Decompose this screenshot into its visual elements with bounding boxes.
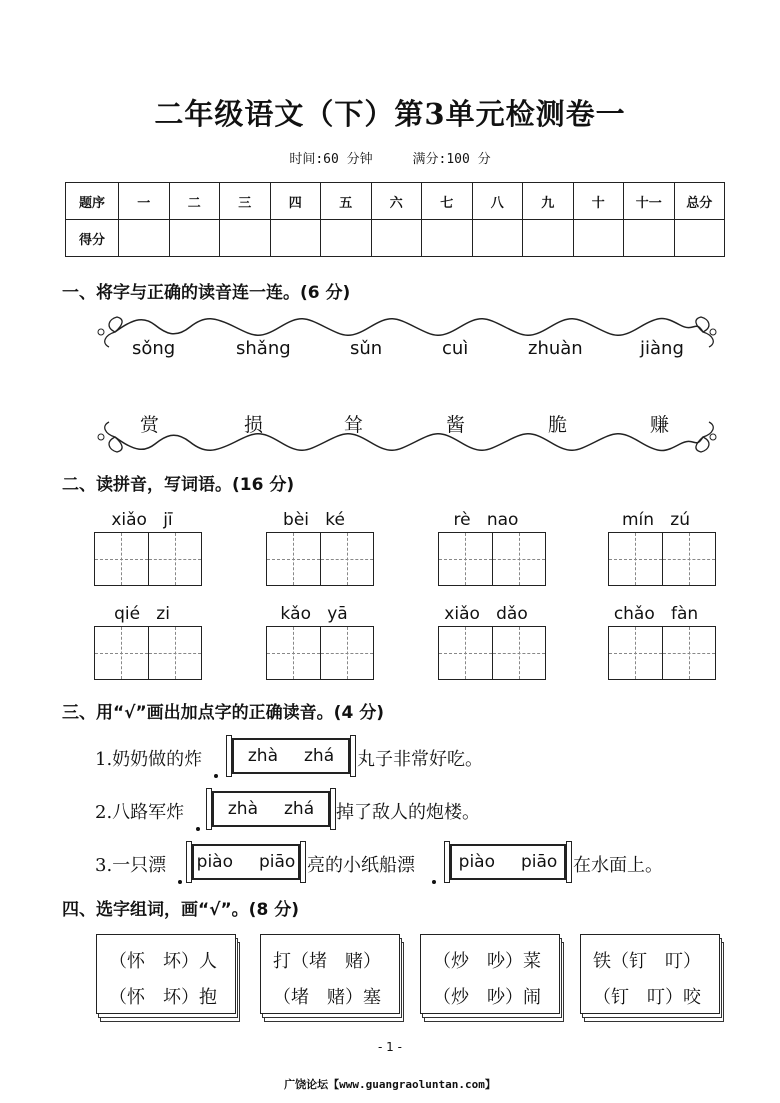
col-head: 四 bbox=[270, 183, 321, 220]
word-choice[interactable]: （怀 坏）人 bbox=[109, 951, 217, 972]
score-cell[interactable] bbox=[422, 220, 473, 257]
score-cell[interactable] bbox=[220, 220, 271, 257]
char-option[interactable]: 耸 bbox=[344, 414, 364, 436]
char-option[interactable]: 赚 bbox=[650, 414, 670, 436]
exam-full-score: 满分:100 分 bbox=[412, 152, 491, 167]
col-head: 七 bbox=[422, 183, 473, 220]
score-cell[interactable] bbox=[321, 220, 372, 257]
writing-grid[interactable] bbox=[94, 532, 202, 586]
reading-option[interactable]: zhà bbox=[227, 799, 258, 819]
grid-cell[interactable] bbox=[148, 627, 202, 679]
reading-choice-box bbox=[450, 844, 566, 880]
grid-cell[interactable] bbox=[95, 627, 148, 679]
writing-grid[interactable] bbox=[608, 532, 716, 586]
writing-grid[interactable] bbox=[266, 532, 374, 586]
col-head: 三 bbox=[220, 183, 271, 220]
writing-grid[interactable] bbox=[608, 626, 716, 680]
col-head: 十 bbox=[573, 183, 624, 220]
score-cell[interactable] bbox=[472, 220, 523, 257]
pinyin-syllable: kǎo bbox=[280, 604, 311, 624]
score-cell[interactable] bbox=[674, 220, 725, 257]
pinyin-option[interactable]: sǒng bbox=[132, 338, 176, 359]
page-number: - 1 - bbox=[378, 1040, 402, 1054]
reading-choice-box bbox=[192, 844, 300, 880]
grid-cell[interactable] bbox=[267, 627, 320, 679]
row-head-score: 得分 bbox=[66, 220, 119, 257]
sentence-2-after: 掉了敌人的炮楼。 bbox=[336, 802, 480, 823]
sentence-3-middle: 亮的小纸船漂 bbox=[307, 855, 415, 876]
writing-grid[interactable] bbox=[438, 532, 546, 586]
pinyin-option[interactable]: cuì bbox=[442, 338, 469, 359]
sentence-3-after: 在水面上。 bbox=[573, 855, 663, 876]
score-table-header-row bbox=[66, 183, 725, 220]
row-head-number: 题序 bbox=[66, 183, 119, 220]
sentence-1-after: 丸子非常好吃。 bbox=[357, 749, 483, 770]
score-cell[interactable] bbox=[270, 220, 321, 257]
reading-choice-box bbox=[212, 791, 330, 827]
sentence-1-before: 1.奶奶做的炸 bbox=[95, 749, 203, 770]
bottom-ornament-banner bbox=[95, 420, 720, 454]
grid-cell[interactable] bbox=[609, 533, 662, 585]
char-option[interactable]: 赏 bbox=[140, 414, 160, 436]
pinyin-option[interactable]: jiàng bbox=[640, 338, 684, 359]
pinyin-syllable: dǎo bbox=[496, 604, 528, 624]
word-choice[interactable]: 铁（钉 叮） bbox=[593, 951, 701, 972]
exam-info bbox=[0, 148, 780, 167]
page-title: 二年级语文（下）第3单元检测卷一 bbox=[154, 97, 626, 131]
reading-option[interactable]: piào bbox=[458, 852, 495, 872]
reading-option[interactable]: piāo bbox=[259, 852, 296, 872]
pinyin-syllable: zi bbox=[156, 604, 170, 624]
score-table-score-row bbox=[66, 220, 725, 257]
reading-option[interactable]: zhá bbox=[284, 799, 315, 819]
score-table bbox=[65, 182, 725, 257]
emphasis-dot bbox=[196, 827, 200, 831]
col-head: 五 bbox=[321, 183, 372, 220]
pinyin-option[interactable]: shǎng bbox=[236, 338, 291, 359]
pinyin-syllable: fàn bbox=[670, 604, 699, 624]
col-head: 六 bbox=[371, 183, 422, 220]
pinyin-syllable: rè bbox=[453, 510, 471, 530]
word-choice[interactable]: （怀 坏）抱 bbox=[109, 987, 217, 1008]
grid-cell[interactable] bbox=[148, 533, 202, 585]
pinyin-option[interactable]: zhuàn bbox=[528, 338, 583, 359]
writing-grid[interactable] bbox=[266, 626, 374, 680]
pinyin-syllable: chǎo bbox=[613, 604, 655, 624]
reading-option[interactable]: zhà bbox=[247, 746, 278, 766]
pinyin-syllable: nao bbox=[486, 510, 519, 530]
emphasis-dot bbox=[432, 880, 436, 884]
word-choice-card bbox=[420, 934, 560, 1014]
word-pinyin bbox=[596, 604, 716, 624]
col-head: 十一 bbox=[624, 183, 675, 220]
word-choice[interactable]: 打（堵 赌） bbox=[273, 951, 381, 972]
grid-cell[interactable] bbox=[320, 533, 374, 585]
word-pinyin bbox=[596, 510, 716, 530]
grid-cell[interactable] bbox=[662, 533, 716, 585]
word-choice-card bbox=[260, 934, 400, 1014]
char-option[interactable]: 损 bbox=[244, 414, 264, 436]
score-cell[interactable] bbox=[523, 220, 574, 257]
pinyin-syllable: ké bbox=[325, 510, 345, 530]
word-pinyin bbox=[82, 510, 202, 530]
word-pinyin bbox=[254, 604, 374, 624]
word-pinyin bbox=[426, 510, 546, 530]
pinyin-syllable: jī bbox=[163, 510, 173, 530]
grid-cell[interactable] bbox=[95, 533, 148, 585]
col-head: 一 bbox=[119, 183, 170, 220]
reading-option[interactable]: piào bbox=[196, 852, 233, 872]
score-cell[interactable] bbox=[624, 220, 675, 257]
word-choice-card bbox=[96, 934, 236, 1014]
col-head: 二 bbox=[169, 183, 220, 220]
pinyin-syllable: zú bbox=[670, 510, 690, 530]
grid-cell[interactable] bbox=[609, 627, 662, 679]
writing-grid[interactable] bbox=[94, 626, 202, 680]
pinyin-syllable: yā bbox=[327, 604, 348, 624]
section1-heading: 一、将字与正确的读音连一连。(6 分) bbox=[62, 283, 351, 303]
word-choice[interactable]: （炒 吵）闹 bbox=[433, 987, 541, 1008]
word-choice-card bbox=[580, 934, 720, 1014]
word-choice[interactable]: （堵 赌）塞 bbox=[273, 987, 381, 1008]
grid-cell[interactable] bbox=[439, 627, 492, 679]
word-choice[interactable]: （炒 吵）菜 bbox=[433, 951, 541, 972]
footer-source: 广饶论坛【www.guangraoluntan.com】 bbox=[284, 1078, 496, 1091]
col-head: 八 bbox=[472, 183, 523, 220]
grid-cell[interactable] bbox=[439, 533, 492, 585]
reading-option[interactable]: piāo bbox=[521, 852, 558, 872]
pinyin-option[interactable]: sǔn bbox=[350, 338, 383, 359]
word-pinyin bbox=[426, 604, 546, 624]
word-pinyin bbox=[82, 604, 202, 624]
score-cell[interactable] bbox=[573, 220, 624, 257]
reading-choice-box bbox=[232, 738, 350, 774]
word-choice[interactable]: （钉 叮）咬 bbox=[593, 987, 701, 1008]
grid-cell[interactable] bbox=[267, 533, 320, 585]
score-cell[interactable] bbox=[371, 220, 422, 257]
col-head: 九 bbox=[523, 183, 574, 220]
pinyin-syllable: xiǎo bbox=[444, 604, 480, 624]
score-cell[interactable] bbox=[169, 220, 220, 257]
section2-heading: 二、读拼音，写词语。(16 分) bbox=[62, 475, 295, 495]
sentence-3-before: 3.一只漂 bbox=[95, 855, 167, 876]
emphasis-dot bbox=[214, 774, 218, 778]
section3-heading: 三、用“√”画出加点字的正确读音。(4 分) bbox=[62, 703, 384, 723]
grid-cell[interactable] bbox=[320, 627, 374, 679]
grid-cell[interactable] bbox=[662, 627, 716, 679]
word-pinyin bbox=[254, 510, 374, 530]
top-ornament-banner bbox=[95, 315, 720, 349]
grid-cell[interactable] bbox=[492, 627, 546, 679]
reading-option[interactable]: zhá bbox=[304, 746, 335, 766]
writing-grid[interactable] bbox=[438, 626, 546, 680]
col-head-total: 总分 bbox=[674, 183, 725, 220]
emphasis-dot bbox=[178, 880, 182, 884]
sentence-2-before: 2.八路军炸 bbox=[95, 802, 185, 823]
char-option[interactable]: 脆 bbox=[548, 414, 568, 436]
pinyin-syllable: qié bbox=[114, 604, 141, 624]
pinyin-syllable: bèi bbox=[283, 510, 310, 530]
section4-heading: 四、选字组词，画“√”。(8 分) bbox=[62, 900, 299, 920]
grid-cell[interactable] bbox=[492, 533, 546, 585]
pinyin-syllable: xiǎo bbox=[111, 510, 147, 530]
char-option[interactable]: 酱 bbox=[446, 414, 466, 436]
exam-time: 时间:60 分钟 bbox=[289, 152, 373, 167]
score-cell[interactable] bbox=[119, 220, 170, 257]
pinyin-syllable: mín bbox=[622, 510, 655, 530]
